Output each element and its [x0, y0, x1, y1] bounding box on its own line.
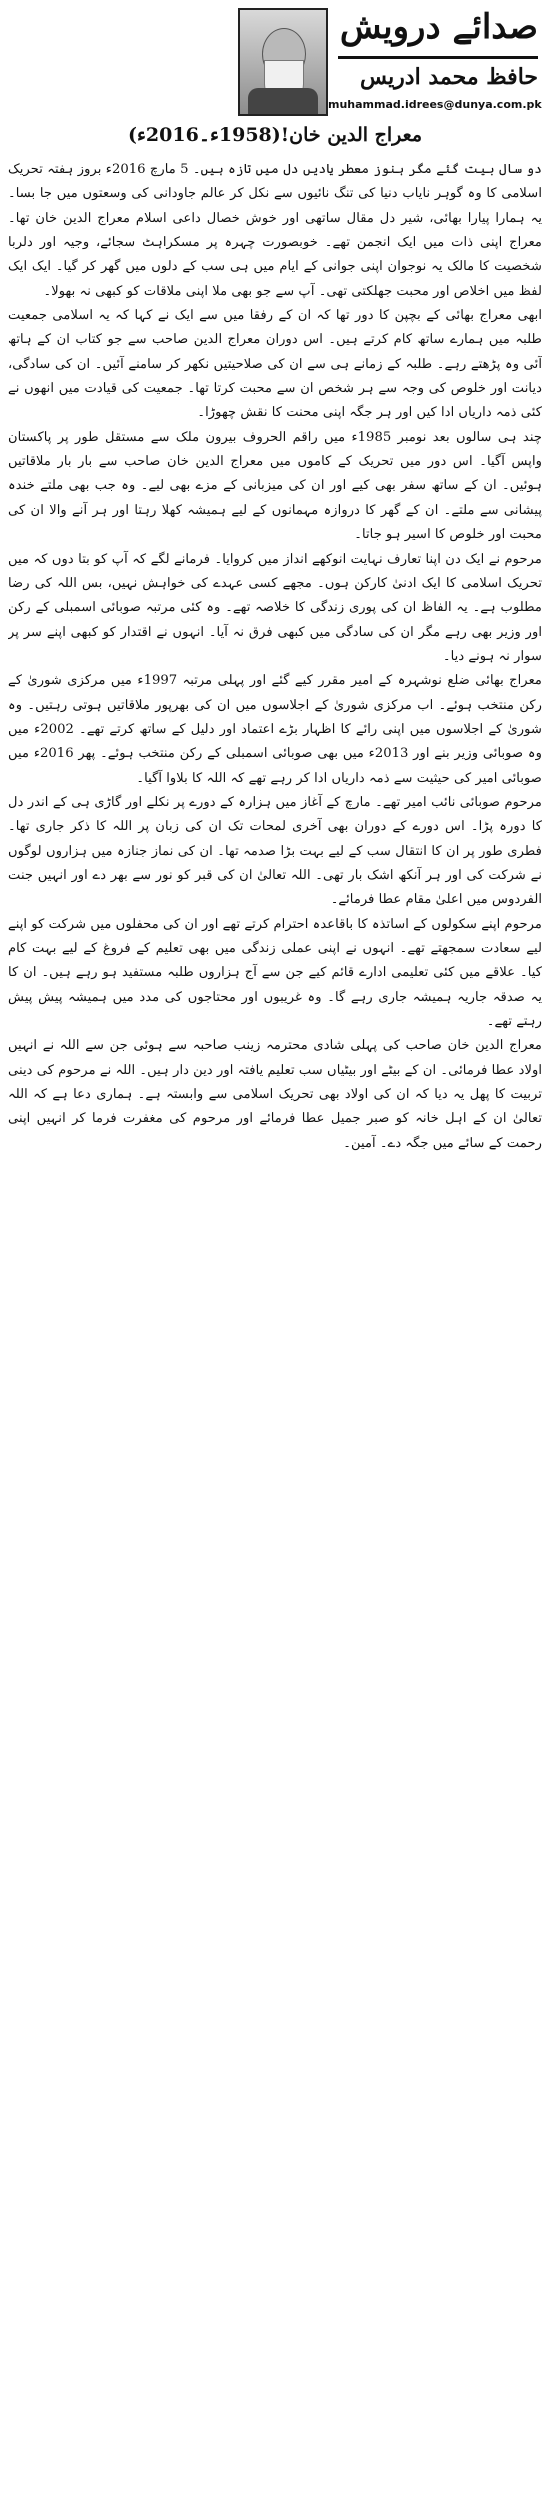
article-paragraph: دو سال بیت گئے مگر ہنوز معطر یادیں دل میں تازہ ہیں۔ 5 مارچ 2016ء بروز ہفتہ تحریک اسلامی کا وہ گوہر نایاب دنیا کی تنگ نائیوں سے نکل کر عالم جاودانی کی وسعتوں میں جا بسا۔ یہ ہمارا پیارا بھائی، شیر دل مقال ساتھی اور خوش خصال داعی اسلام معراج الدین خان تھا۔ معراج اپنی ذات میں ایک انجمن تھے۔ خوبصورت چہرہ پر مسکراہٹ سجائے، وجیہ اور دلربا شخصیت کا مالک یہ نوجوان اپنی جوانی کے ایام میں ہی سب کے دلوں میں گھر کر گیا۔ ایک ایک لفظ میں اخلاص اور محبت جھلکتی تھی۔ آپ سے جو بھی ملا اپنی ملاقات کو کبھی نہ بھولا۔: [8, 162, 542, 299]
article-paragraph: معراج الدین خان صاحب کی پہلی شادی محترمہ زینب صاحبہ سے ہوئی جن سے اللہ نے انہیں اولاد عطا فرمائی۔ ان کے بیٹے اور بیٹیاں سب تعلیم یافتہ اور دین دار ہیں۔ اللہ نے مرحوم کی دینی تربیت کا پھل یہ دیا کہ ان کی اولاد بھی تحریک اسلامی سے وابستہ ہے۔ ہماری دعا ہے کہ اللہ تعالیٰ ان کے اہل خانہ کو صبر جمیل عطا فرمائے اور مرحوم کی مغفرت فرما کر انہیں اپنی رحمت کے سائے میں جگہ دے۔ آمین۔: [8, 1038, 542, 1151]
author-photo: [238, 8, 328, 116]
column-masthead: [238, 6, 542, 116]
article-body: [8, 158, 542, 2493]
column-title: صدائے درویش: [339, 7, 538, 47]
author-shoulders-shape: [248, 88, 318, 114]
article-paragraph: مرحوم اپنے سکولوں کے اساتذہ کا باقاعدہ احترام کرتے تھے اور ان کی محفلوں میں شرکت کو اپنے لیے سعادت سمجھتے تھے۔ انہوں نے اپنی عملی زندگی میں بھی تعلیم کے فروغ کے لیے بہت کام کیا۔ علاقے میں کئی تعلیمی ادارے قائم کیے جن سے آج ہزاروں طلبہ مستفید ہو رہے ہیں۔ ان کا یہ صدقہ جاریہ ہمیشہ جاری رہے گا۔ وہ غریبوں اور محتاجوں کی مدد میں ہمیشہ پیش پیش رہتے تھے۔: [8, 916, 542, 1030]
article-paragraph: معراج بھائی ضلع نوشہرہ کے امیر مقرر کیے گئے اور پہلی مرتبہ 1997ء میں مرکزی شوریٰ کے رکن منتخب ہوئے۔ اب مرکزی شوریٰ کے اجلاسوں میں ان کی بھرپور ملاقاتیں ہوتی رہتیں۔ وہ شوریٰ کے اجلاسوں میں اپنی رائے کا اظہار بڑے اعتماد اور دلیل کے ساتھ کرتے تھے۔ 2002ء میں وہ صوبائی وزیر بنے اور 2013ء میں بھی صوبائی اسمبلی کے رکن منتخب ہوئے۔ پھر 2016ء میں صوبائی امیر کی حیثیت سے ذمہ داریاں ادا کر رہے تھے کہ اللہ کا بلاوا آگیا۔: [8, 673, 542, 786]
article-headline: معراج الدین خان!(1958ء۔2016ء): [127, 124, 422, 146]
article-paragraph: چند ہی سالوں بعد نومبر 1985ء میں راقم الحروف بیرون ملک سے مستقل طور پر پاکستان واپس آگیا۔ اس دور میں تحریک کے کاموں میں معراج الدین خان صاحب سے بار بار ملاقاتیں ہوئیں۔ ان کے ساتھ سفر بھی کیے اور ان کی میزبانی کے مزے بھی لیے۔ وہ جب بھی ملتے خندہ پیشانی سے ملتے۔ ان کے گھر کا دروازہ مہمانوں کے لیے ہمیشہ کھلا رہتا اور ہر آنے والا ان کی محبت اور خلوص کا اسیر ہو جاتا۔: [8, 429, 542, 543]
title-divider: [338, 56, 538, 59]
author-email: muhammad.idrees@dunya.com.pk: [328, 98, 542, 111]
column-header: [6, 4, 544, 154]
article-paragraph: ابھی معراج بھائی کے بچپن کا دور تھا کہ ان کے رفقا میں سے ایک نے کہا کہ یہ اسلامی جمعیت طلبہ میں ہمارے ساتھ کام کرتے ہیں۔ اس دوران معراج الدین صاحب سے جو کتاب ان کے ہاتھ آئی وہ پڑھتے رہے۔ طلبہ کے زمانے ہی سے ان کی صلاحیتیں نکھر کر سامنے آئیں۔ ان کی سادگی، دیانت اور خلوص کی وجہ سے ہر شخص ان سے محبت کرتا تھا۔ جمعیت کی قیادت میں انھوں نے کئی ذمہ داریاں ادا کیں اور ہر جگہ اپنی محنت کا نقش چھوڑا۔: [8, 308, 542, 421]
author-name: حافظ محمد ادریس: [360, 64, 538, 90]
article-paragraph: مرحوم نے ایک دن اپنا تعارف نہایت انوکھے انداز میں کروایا۔ فرمانے لگے کہ آپ کو بتا دوں کہ میں تحریک اسلامی کا ایک ادنیٰ کارکن ہوں۔ مجھے کسی عہدے کی خواہش نہیں، بس اللہ کی رضا مطلوب ہے۔ یہ الفاظ ان کی پوری زندگی کا خلاصہ تھے۔ وہ کئی مرتبہ صوبائی اسمبلی کے رکن اور وزیر بھی رہے مگر ان کی سادگی میں کبھی فرق نہ آیا۔ انہوں نے اقتدار کو کبھی اپنے سر پر سوار نہ ہونے دیا۔: [8, 551, 542, 664]
article-paragraph: مرحوم صوبائی نائب امیر تھے۔ مارچ کے آغاز میں ہزارہ کے دورے پر نکلے اور گاڑی ہی کے اندر دل کا دورہ پڑا۔ اس دورے کے دوران بھی آخری لمحات تک ان کی زبان پر اللہ کا ذکر جاری تھا۔ فطری طور پر ان کا انتقال سب کے لیے بہت بڑا صدمہ تھا۔ ان کی نماز جنازہ میں ہزاروں لوگوں نے شرکت کی اور ہر آنکھ اشک بار تھی۔ اللہ تعالیٰ ان کی قبر کو نور سے بھر دے اور انہیں جنت الفردوس میں اعلیٰ مقام عطا فرمائے۔: [8, 794, 542, 908]
